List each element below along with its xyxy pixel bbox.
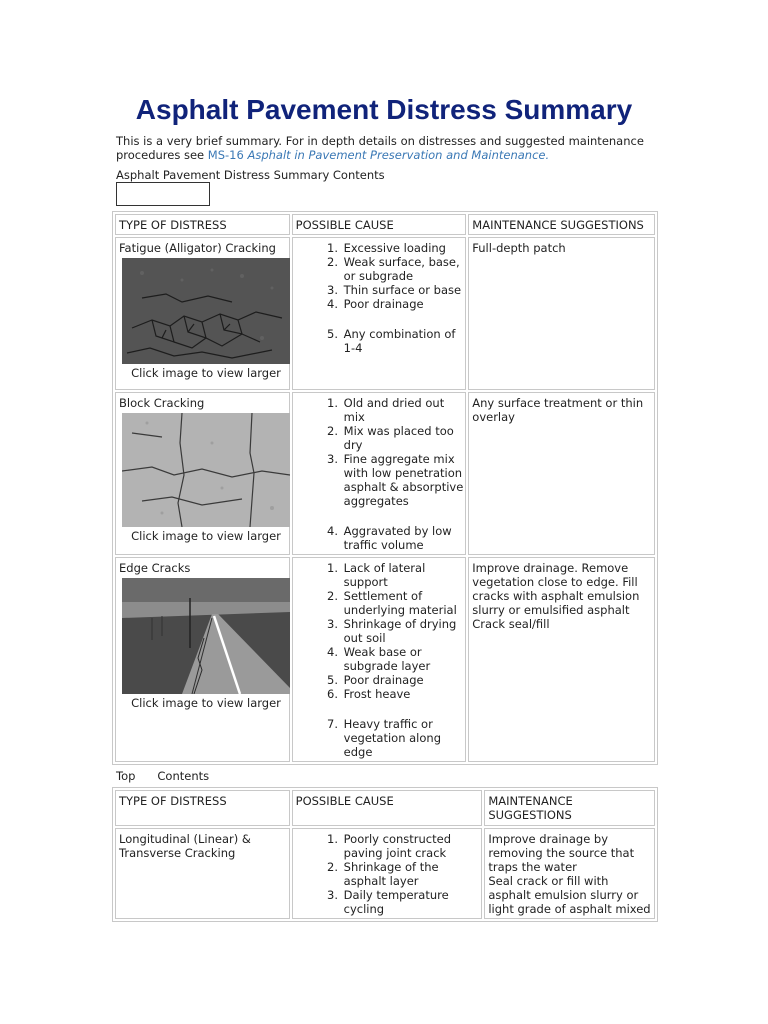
table-header-row bbox=[115, 790, 655, 826]
list-item: 1. Excessive loading bbox=[342, 241, 464, 255]
list-item: 2. Weak surface, base, or subgrade bbox=[342, 255, 464, 283]
distress-name: Block Cracking bbox=[119, 396, 205, 410]
image-caption[interactable]: Click image to view larger bbox=[131, 696, 281, 710]
suggestion-line: Seal crack or fill with asphalt emulsion slurry or light grade of asphalt mixed bbox=[488, 874, 651, 916]
distress-name: Fatigue (Alligator) Cracking bbox=[119, 241, 276, 255]
edge-cracks-photo[interactable] bbox=[122, 578, 290, 694]
ms16-link-code: MS-16 bbox=[207, 148, 244, 162]
header-maintenance-suggestions: MAINTENANCE SUGGESTIONS bbox=[484, 790, 655, 826]
list-item: 1. Poorly constructed paving joint crack bbox=[342, 832, 480, 860]
list-item: 4. Aggravated by low traffic volume bbox=[342, 524, 464, 552]
cause-cell bbox=[292, 392, 467, 555]
distress-table-2 bbox=[112, 787, 658, 922]
block-cracking-photo[interactable] bbox=[122, 413, 290, 527]
header-possible-cause: POSSIBLE CAUSE bbox=[292, 214, 467, 235]
list-item: 4. Weak base or subgrade layer bbox=[342, 645, 464, 673]
nav-links bbox=[116, 769, 231, 783]
list-item: 6. Frost heave bbox=[342, 687, 464, 701]
contents-title: Asphalt Pavement Distress Summary Contents bbox=[116, 168, 385, 182]
cause-cell bbox=[292, 828, 483, 919]
list-item: 2. Shrinkage of the asphalt layer bbox=[342, 860, 480, 888]
list-item: 3. Shrinkage of drying out soil bbox=[342, 617, 464, 645]
header-maintenance-suggestions: MAINTENANCE SUGGESTIONS bbox=[468, 214, 655, 235]
table-header-row bbox=[115, 214, 655, 235]
list-item: 7. Heavy traffic or vegetation along edge bbox=[342, 717, 464, 759]
list-item: 5. Poor drainage bbox=[342, 673, 464, 687]
cause-cell bbox=[292, 557, 467, 762]
table-row bbox=[115, 392, 655, 555]
header-type-of-distress: TYPE OF DISTRESS bbox=[115, 214, 290, 235]
suggestion-cell: Improve drainage. Remove vegetation close to edge. Fill cracks with asphalt emulsion slurry or emulsified asphalt Crack seal/fill bbox=[468, 557, 655, 762]
cause-list bbox=[296, 241, 464, 355]
distress-table-1 bbox=[112, 211, 658, 765]
table-row bbox=[115, 557, 655, 762]
list-item: 3. Daily temperature cycling bbox=[342, 888, 480, 916]
table-row bbox=[115, 237, 655, 390]
header-type-of-distress: TYPE OF DISTRESS bbox=[115, 790, 290, 826]
cause-list bbox=[296, 396, 464, 552]
header-possible-cause: POSSIBLE CAUSE bbox=[292, 790, 483, 826]
distress-cell: Longitudinal (Linear) & Transverse Cracking bbox=[115, 828, 290, 919]
list-item: 4. Poor drainage bbox=[342, 297, 464, 311]
distress-cell bbox=[115, 557, 290, 762]
suggestion-cell: Full-depth patch bbox=[468, 237, 655, 390]
suggestion-cell: Any surface treatment or thin overlay bbox=[468, 392, 655, 555]
suggestion-cell bbox=[484, 828, 655, 919]
top-link[interactable]: Top bbox=[116, 769, 136, 783]
distress-cell bbox=[115, 392, 290, 555]
page-title: Asphalt Pavement Distress Summary bbox=[135, 94, 633, 125]
ms16-link[interactable] bbox=[208, 148, 549, 162]
list-item: 2. Settlement of underlying material bbox=[342, 589, 464, 617]
cause-cell bbox=[292, 237, 467, 390]
ms16-link-title: Asphalt in Pavement Preservation and Maintenance. bbox=[247, 148, 550, 162]
list-item: 2. Mix was placed too dry bbox=[342, 424, 464, 452]
list-item: 1. Lack of lateral support bbox=[342, 561, 464, 589]
list-item: 1. Old and dried out mix bbox=[342, 396, 464, 424]
list-item: 5. Any combination of 1-4 bbox=[342, 327, 464, 355]
image-caption[interactable]: Click image to view larger bbox=[131, 529, 281, 543]
table-row bbox=[115, 828, 655, 919]
distress-name: Edge Cracks bbox=[119, 561, 191, 575]
list-item: 3. Fine aggregate mix with low penetration asphalt & absorptive aggregates bbox=[342, 452, 464, 508]
fatigue-cracking-photo[interactable] bbox=[122, 258, 290, 364]
distress-cell bbox=[115, 237, 290, 390]
intro-paragraph bbox=[116, 134, 656, 162]
intro-text: This is a very brief summary. For in depth details on distresses and suggested maintenance procedures see bbox=[116, 134, 644, 162]
image-caption[interactable]: Click image to view larger bbox=[131, 366, 281, 380]
contents-select-box[interactable] bbox=[116, 182, 210, 206]
list-item: 3. Thin surface or base bbox=[342, 283, 464, 297]
cause-list bbox=[296, 561, 464, 759]
contents-link[interactable]: Contents bbox=[157, 769, 210, 783]
suggestion-line: Improve drainage by removing the source that traps the water bbox=[488, 832, 635, 874]
cause-list bbox=[296, 832, 480, 916]
